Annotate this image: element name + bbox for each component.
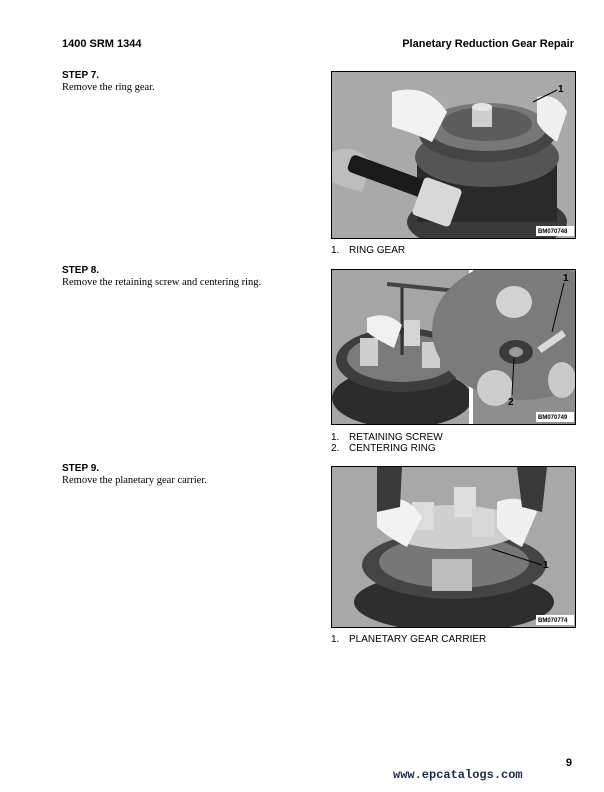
legend-label: CENTERING RING: [349, 443, 436, 454]
step-9-image-code: BM070774: [538, 618, 568, 624]
page-number: 9: [565, 757, 572, 769]
legend-label: PLANETARY GEAR CARRIER: [349, 634, 487, 645]
planetary-carrier-photo: [331, 466, 576, 628]
section-title: Planetary Reduction Gear Repair: [402, 38, 574, 50]
legend-item: [331, 443, 443, 454]
legend-label: RETAINING SCREW: [349, 432, 443, 443]
step-7-callout-1: 1: [558, 84, 564, 95]
retaining-screw-photo: [331, 269, 576, 425]
legend-item: [331, 432, 443, 443]
step-7-title: STEP 7.: [62, 70, 100, 81]
step-8-callout-2: 2: [508, 397, 514, 408]
legend-num: 1.: [331, 245, 340, 256]
step-9-legend: [331, 634, 486, 645]
step-9-title: STEP 9.: [62, 463, 100, 474]
legend-item: [331, 634, 486, 645]
legend-label: RING GEAR: [349, 245, 406, 256]
step-8-callout-1: 1: [563, 273, 569, 284]
legend-item: [331, 245, 405, 256]
legend-num: 1.: [331, 432, 340, 443]
step-8-legend: [331, 432, 443, 454]
step-9-callout-1: 1: [543, 560, 549, 571]
step-8-image-code: BM070749: [538, 415, 568, 421]
legend-num: 1.: [331, 634, 340, 645]
step-7-legend: [331, 245, 405, 256]
document-code: 1400 SRM 1344: [62, 38, 142, 50]
step-7-image-code: BM070748: [538, 229, 568, 235]
step-7-text: Remove the ring gear.: [62, 82, 155, 93]
legend-num: 2.: [331, 443, 340, 454]
step-8-title: STEP 8.: [62, 265, 100, 276]
ring-gear-photo: [331, 71, 576, 239]
watermark: www.epcatalogs.com: [393, 768, 523, 782]
step-8-text: Remove the retaining screw and centering ring.: [62, 277, 262, 288]
step-9-text: Remove the planetary gear carrier.: [62, 475, 207, 486]
